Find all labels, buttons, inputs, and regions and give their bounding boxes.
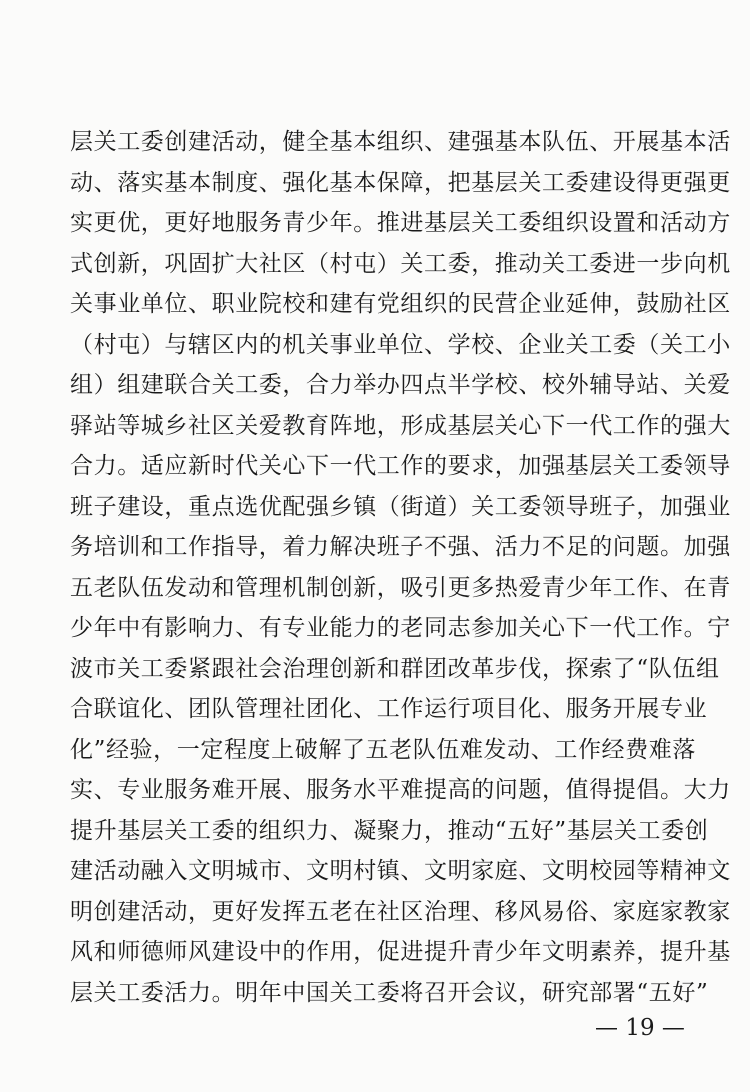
- text-line: 化”经验，一定程度上破解了五老队伍难发动、工作经费难落: [70, 736, 696, 763]
- text-line: 驿站等城乡社区关爱教育阵地，形成基层关心下一代工作的强大: [70, 412, 731, 439]
- text-line: 合力。适应新时代关心下一代工作的要求，加强基层关工委领导: [70, 453, 731, 479]
- body-text: [70, 122, 731, 1013]
- text-line: 式创新，巩固扩大社区（村屯）关工委，推动关工委进一步向机: [70, 250, 731, 277]
- text-line: 动、落实基本制度、强化基本保障，把基层关工委建设得更强更: [70, 169, 731, 196]
- page-number: — 19 —: [595, 1015, 685, 1041]
- text-line: 波市关工委紧跟社会治理创新和群团改革步伐，探索了“队伍组: [70, 655, 720, 682]
- text-line: 层关工委创建活动，健全基本组织、建强基本队伍、开展基本活: [70, 129, 731, 155]
- text-line: 建活动融入文明城市、文明村镇、文明家庭、文明校园等精神文: [70, 858, 731, 884]
- text-line: 合联谊化、团队管理社团化、工作运行项目化、服务开展专业: [70, 696, 708, 722]
- text-line: 少年中有影响力、有专业能力的老同志参加关心下一代工作。宁: [70, 615, 731, 641]
- text-line: 五老队伍发动和管理机制创新，吸引更多热爱青少年工作、在青: [70, 574, 731, 601]
- text-line: 班子建设，重点选优配强乡镇（街道）关工委领导班子，加强业: [70, 493, 731, 520]
- text-line: 实更优，更好地服务青少年。推进基层关工委组织设置和活动方: [70, 210, 731, 236]
- text-line: （村屯）与辖区内的机关事业单位、学校、企业关工委（关工小: [70, 331, 731, 358]
- text-line: 层关工委活力。明年中国关工委将召开会议，研究部署“五好”: [70, 979, 709, 1006]
- text-line: 明创建活动，更好发挥五老在社区治理、移风易俗、家庭家教家: [70, 898, 731, 925]
- text-line: 提升基层关工委的组织力、凝聚力，推动“五好”基层关工委创: [70, 817, 709, 844]
- text-line: 务培训和工作指导，着力解决班子不强、活力不足的问题。加强: [70, 534, 731, 560]
- text-line: 风和师德师风建设中的作用，促进提升青少年文明素养，提升基: [70, 939, 731, 965]
- text-line: 实、专业服务难开展、服务水平难提高的问题，值得提倡。大力: [70, 777, 731, 803]
- text-line: 组）组建联合关工委，合力举办四点半学校、校外辅导站、关爱: [70, 372, 731, 398]
- text-line: 关事业单位、职业院校和建有党组织的民营企业延伸，鼓励社区: [70, 291, 731, 317]
